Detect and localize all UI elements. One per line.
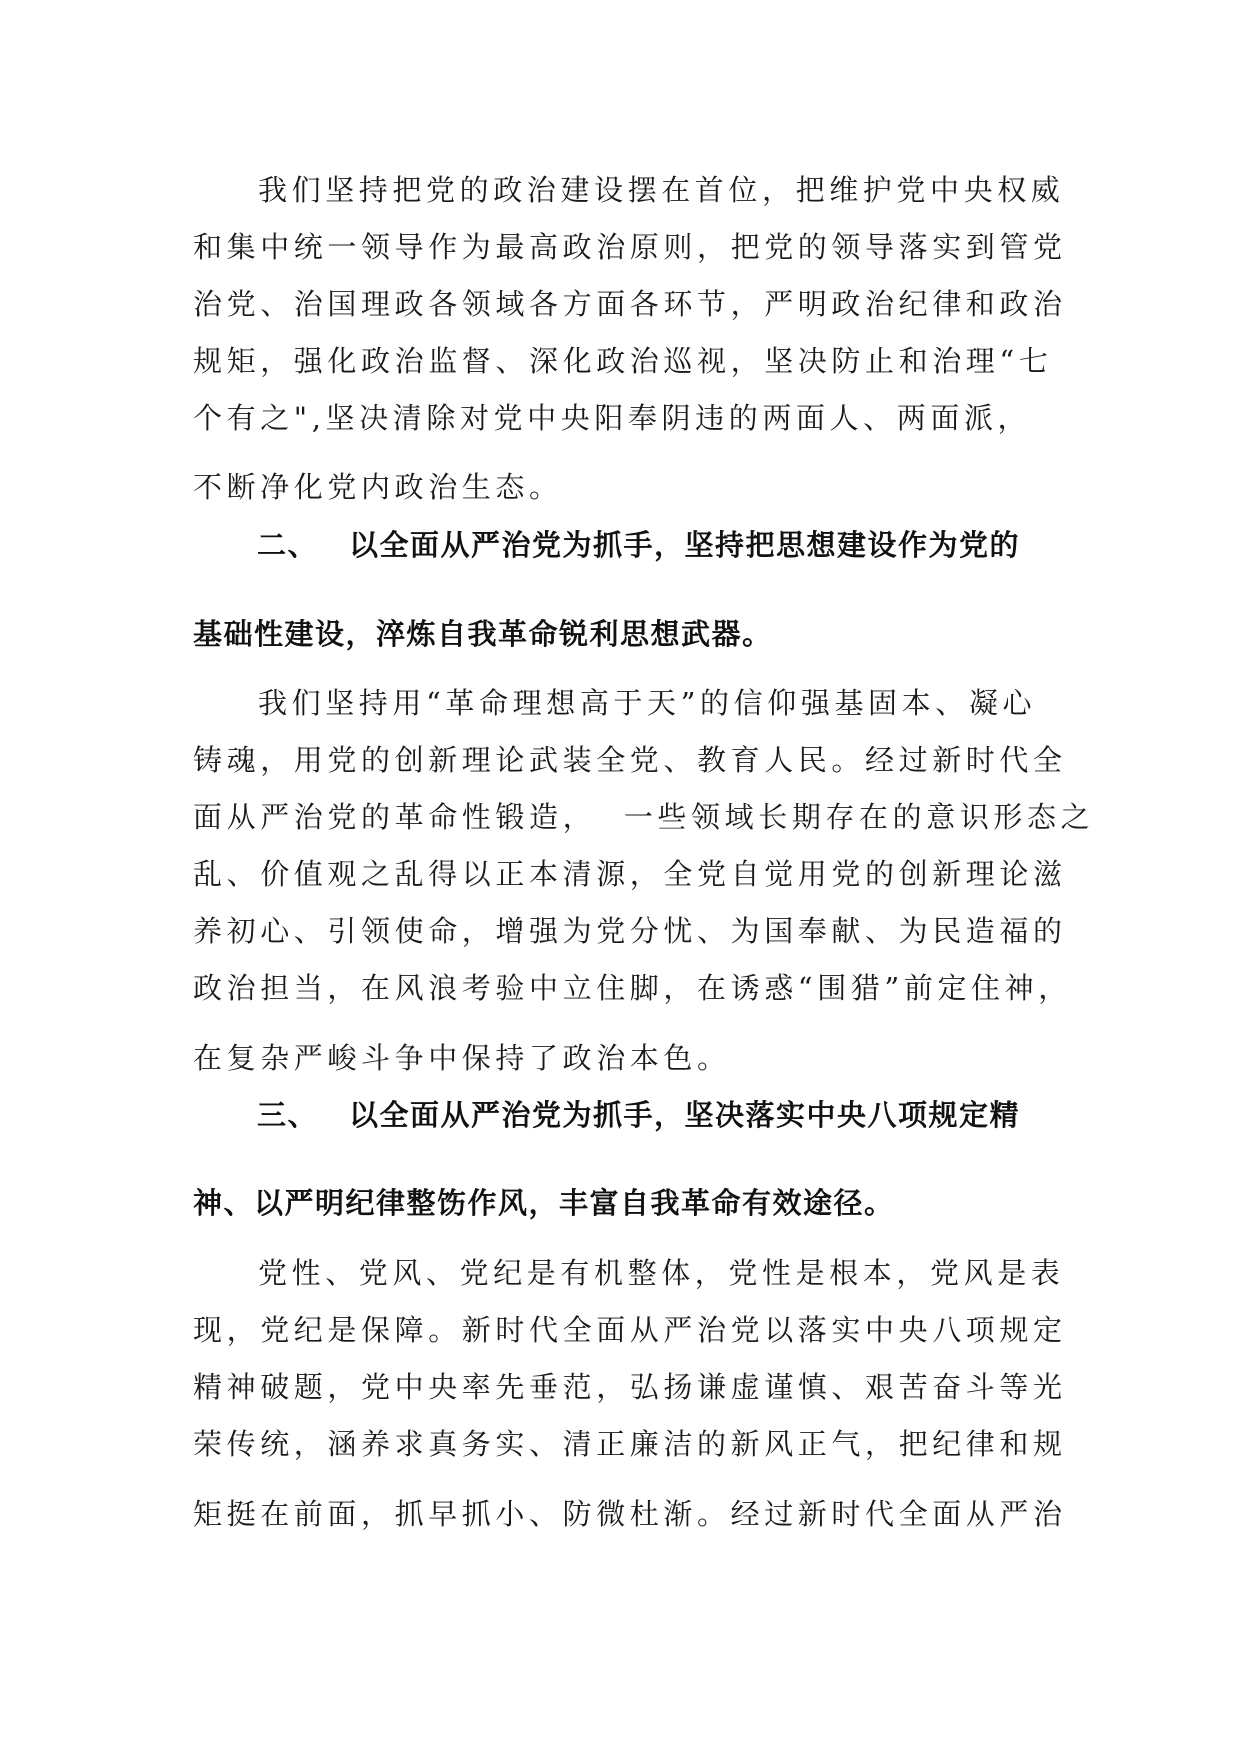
text-line: 精神破题，党中央率先垂范，弘扬谦虚谨慎、艰苦奋斗等光 — [193, 1370, 1067, 1404]
text-line: 面从严治党的革命性锻造， 一些领域长期存在的意识形态之 — [193, 800, 1095, 834]
text-line: 现，党纪是保障。新时代全面从严治党以落实中央八项规定 — [193, 1313, 1067, 1347]
heading-number: 二、 — [257, 528, 319, 562]
text-line: 党性、党风、党纪是有机整体，党性是根本，党风是表 — [258, 1256, 1065, 1290]
text-line: 在复杂严峻斗争中保持了政治本色。 — [193, 1041, 731, 1075]
text-line: 规矩，强化政治监督、深化政治巡视，坚决防止和治理“七 — [193, 344, 1053, 378]
text-line: 养初心、引领使命，增强为党分忧、为国奉献、为民造福的 — [193, 914, 1067, 948]
text-line: 我们坚持把党的政治建设摆在首位，把维护党中央权威 — [258, 173, 1065, 207]
text-line: 我们坚持用“革命理想高于天”的信仰强基固本、凝心 — [258, 686, 1037, 720]
text-line: 政治担当，在风浪考验中立住脚，在诱惑“围猎”前定住神， — [193, 971, 1072, 1005]
text-line: 和集中统一领导作为最高政治原则，把党的领导落实到管党 — [193, 230, 1067, 264]
text-line: 乱、价值观之乱得以正本清源，全党自觉用党的创新理论滋 — [193, 857, 1067, 891]
heading-text: 以全面从严治党为抓手，坚持把思想建设作为党的 — [349, 528, 1021, 562]
text-line: 治党、治国理政各领域各方面各环节，严明政治纪律和政治 — [193, 287, 1067, 321]
heading-text-continued: 神、以严明纪律整饬作风，丰富自我革命有效途径。 — [193, 1186, 895, 1220]
text-line: 个有之",坚决清除对党中央阳奉阴违的两面人、两面派， — [193, 401, 1032, 435]
heading-text-continued: 基础性建设，淬炼自我革命锐利思想武器。 — [193, 617, 773, 651]
heading-number: 三、 — [257, 1098, 319, 1132]
text-line: 不断净化党内政治生态。 — [193, 470, 563, 504]
text-line: 矩挺在前面，抓早抓小、防微杜渐。经过新时代全面从严治 — [193, 1497, 1067, 1531]
heading-text: 以全面从严治党为抓手，坚决落实中央八项规定精 — [349, 1098, 1021, 1132]
text-line: 荣传统，涵养求真务实、清正廉洁的新风正气，把纪律和规 — [193, 1427, 1067, 1461]
text-line: 铸魂，用党的创新理论武装全党、教育人民。经过新时代全 — [193, 743, 1067, 777]
